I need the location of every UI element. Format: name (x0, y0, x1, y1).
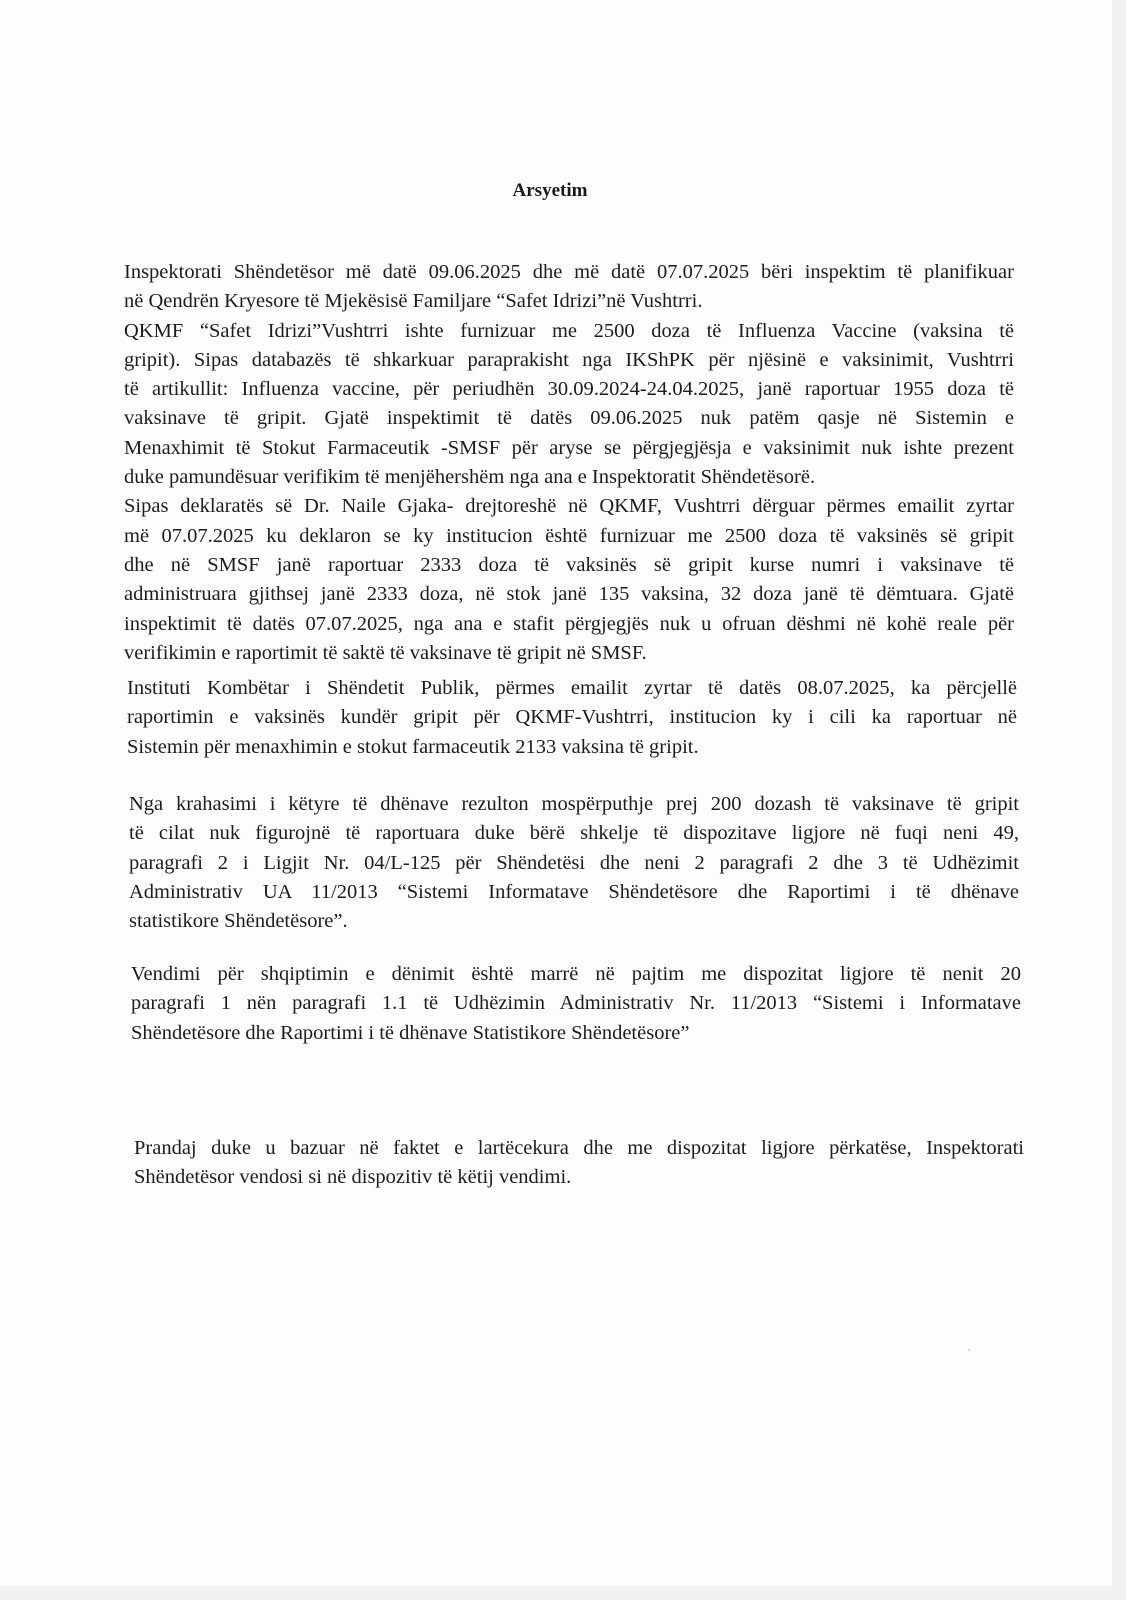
text-line: duke pamundësuar verifikim të menjëhershëm nga ana e Inspektoratit Shëndetësorë. (124, 466, 816, 489)
paragraph-legal-basis (131, 960, 1021, 1048)
text-line: në Qendrën Kryesore të Mjekësisë Familjare “Safet Idrizi”në Vushtrri. (124, 290, 703, 313)
paragraph-ikshp-report (127, 674, 1017, 762)
document-title: Arsyetim (512, 180, 588, 201)
paragraph-discrepancy (129, 790, 1019, 936)
text-line: Sipas deklaratës së Dr. Naile Gjaka- drejtoreshë në QKMF, Vushtrri dërguar përmes emailit zyrtar (124, 495, 1014, 518)
paragraph-conclusion (134, 1134, 1024, 1193)
text-line: të artikullit: Influenza vaccine, për periudhën 30.09.2024-24.04.2025, janë raportuar 1955 doza të (124, 378, 1014, 401)
text-line: dhe në SMSF janë raportuar 2333 doza të vaksinës së gripit kurse numri i vaksinave të (124, 553, 1014, 576)
text-line: Sistemin për menaxhimin e stokut farmaceutik 2133 vaksina të gripit. (127, 735, 699, 758)
text-line: paragrafi 2 i Ligjit Nr. 04/L-125 për Shëndetësi dhe neni 2 paragrafi 2 dhe 3 të Udhëzimit (129, 851, 1019, 874)
text-line: Administrativ UA 11/2013 “Sistemi Informatave Shëndetësore dhe Raportimi i të dhënave (129, 880, 1019, 903)
text-line: të cilat nuk figurojnë të raportuara duke bërë shkelje të dispozitave ligjore në fuqi neni 49, (129, 822, 1019, 845)
text-line: vaksinave të gripit. Gjatë inspektimit të datës 09.06.2025 nuk patëm qasje në Sistemin e (124, 407, 1014, 430)
text-line: QKMF “Safet Idrizi”Vushtrri ishte furnizuar me 2500 doza të Influenza Vaccine (vaksina të (124, 319, 1014, 342)
text-line: inspektimit të datës 07.07.2025, nga ana e stafit përgjegjës nuk u ofruan dëshmi në kohë reale për (124, 612, 1014, 635)
paragraph-inspection-findings (124, 258, 1014, 668)
text-line: më 07.07.2025 ku deklaron se ky institucion është furnizuar me 2500 doza të vaksinës së gripit (124, 524, 1014, 547)
text-line: Shëndetësor vendosi si në dispozitiv të këtij vendimi. (134, 1166, 572, 1189)
text-line: Nga krahasimi i këtyre të dhënave rezulton mospërputhje prej 200 dozash të vaksinave të gripit (129, 793, 1019, 815)
text-line: Inspektorati Shëndetësor më datë 09.06.2025 dhe më datë 07.07.2025 bëri inspektim të planifikuar (124, 261, 1014, 283)
text-line: Shëndetësore dhe Raportimi i të dhënave Statistikore Shëndetësore” (131, 1021, 690, 1044)
text-line: Prandaj duke u bazuar në faktet e lartëcekura dhe me dispozitat ligjore përkatëse, Inspektorati (134, 1137, 1024, 1159)
text-line: Vendimi për shqiptimin e dënimit është marrë në pajtim me dispozitat ligjore të nenit 20 (131, 963, 1021, 985)
text-line: Menaxhimit të Stokut Farmaceutik -SMSF për aryse se përgjegjësja e vaksinimit nuk ishte prezent (124, 436, 1014, 459)
text-line: gripit). Sipas databazës të shkarkuar paraprakisht nga IKShPK për njësinë e vaksinimit, Vushtrri (124, 348, 1014, 371)
text-line: Instituti Kombëtar i Shëndetit Publik, përmes emailit zyrtar të datës 08.07.2025, ka përcjellë (127, 677, 1017, 699)
text-line: raportimin e vaksinës kundër gripit për QKMF-Vushtrri, institucion ky i cili ka raportuar në (127, 706, 1017, 729)
text-line: verifikimin e raportimit të saktë të vaksinave të gripit në SMSF. (124, 641, 647, 664)
text-line: paragrafi 1 nën paragrafi 1.1 të Udhëzimin Administrativ Nr. 11/2013 “Sistemi i Informatave (131, 992, 1021, 1015)
text-line: administruara gjithsej janë 2333 doza, në stok janë 135 vaksina, 32 doza janë të dëmtuara. Gjatë (124, 583, 1014, 606)
text-line: statistikore Shëndetësore”. (129, 910, 348, 933)
scan-speck (968, 1349, 970, 1351)
